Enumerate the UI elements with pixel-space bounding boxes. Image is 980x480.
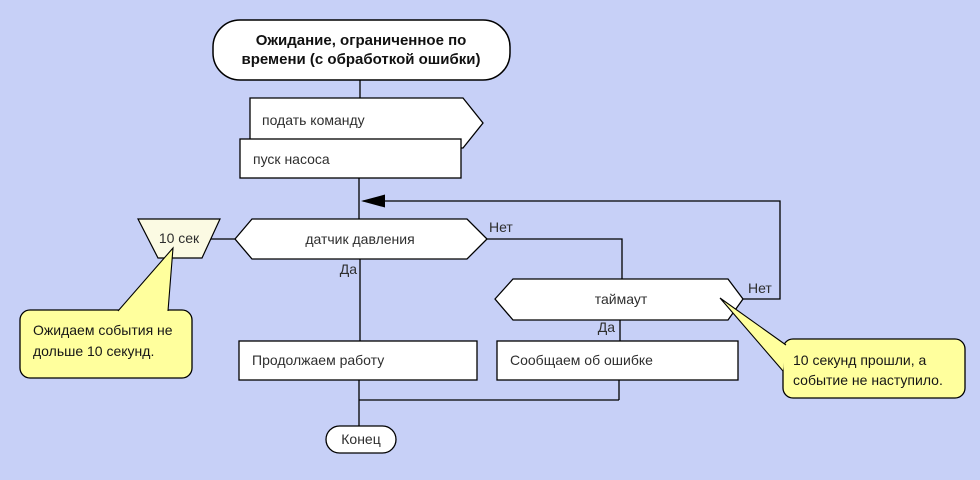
timeout-no-edge-label: Нет xyxy=(748,280,772,296)
report-error-label: Сообщаем об ошибке xyxy=(510,352,653,368)
pump-start-label: пуск насоса xyxy=(253,151,330,167)
timeout-yes-edge-label: Да xyxy=(597,319,615,335)
sensor-no-edge-label: Нет xyxy=(489,219,513,235)
end-terminator-label: Конец xyxy=(341,431,381,447)
wait-note-text: Ожидаем события не дольше 10 секунд. xyxy=(33,322,173,359)
send-command-label: подать команду xyxy=(262,112,365,128)
timeout-note-text: 10 секунд прошли, а событие не наступило. xyxy=(793,352,943,388)
timeout-label: таймаут xyxy=(594,291,648,307)
pressure-sensor-label: датчик давления xyxy=(305,231,415,247)
timer-label: 10 сек xyxy=(158,230,200,246)
start-terminator-label: Ожидание, ограниченное по времени (с обработкой ошибки) xyxy=(241,32,481,68)
sensor-yes-edge-label: Да xyxy=(339,261,357,277)
continue-work-label: Продолжаем работу xyxy=(252,352,385,368)
